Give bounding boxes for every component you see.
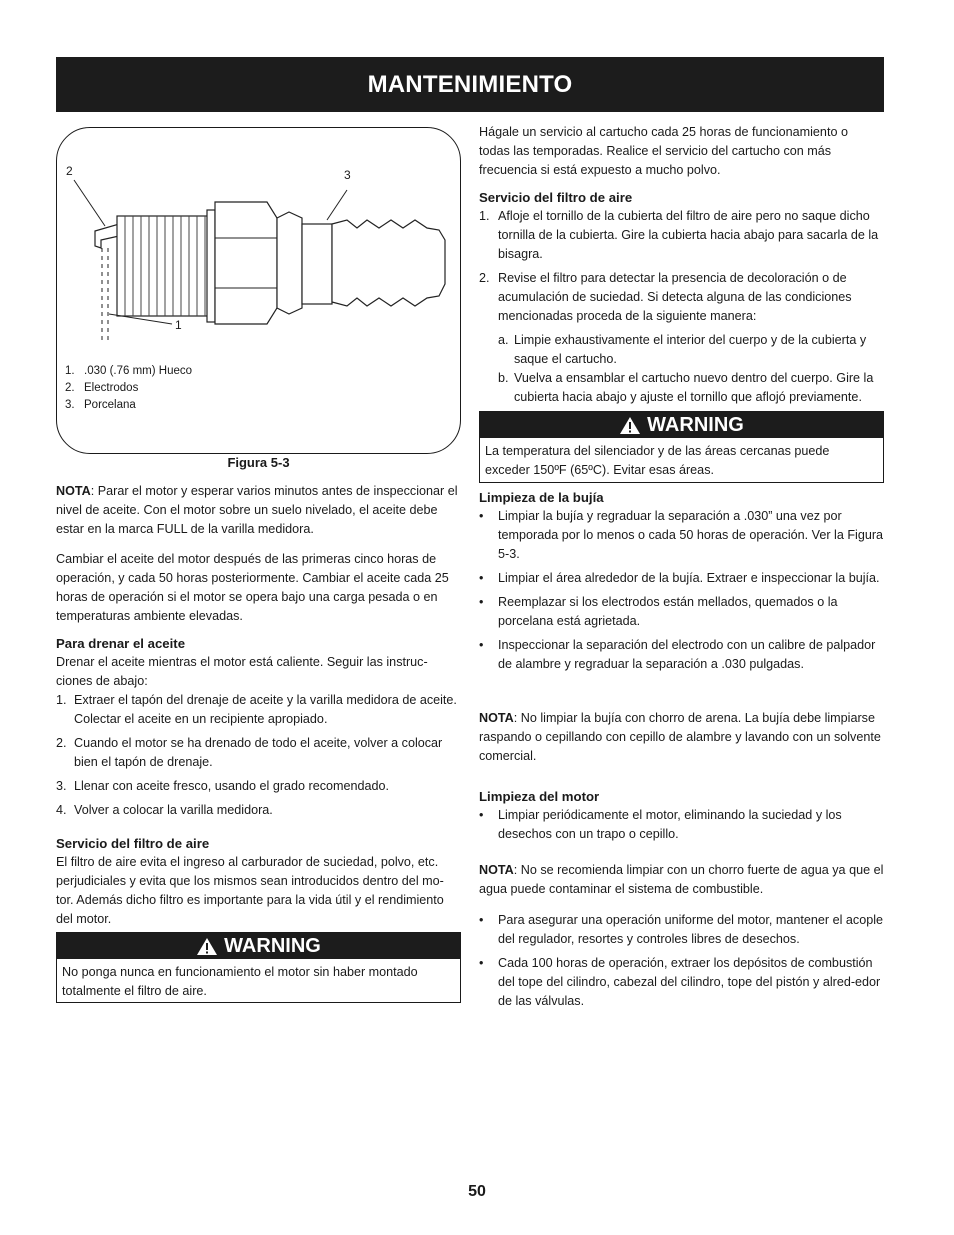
list-item: 1. Afloje el tornillo de la cubierta del filtro de aire pero no saque dicho tornilla de la cubierta. Gire la cubierta hacia abajo para sacarla de la bisagra. xyxy=(479,209,879,261)
engine-cleaning-heading: Limpieza del motor xyxy=(479,789,600,804)
warning-label: WARNING xyxy=(224,934,321,957)
drain-oil-section xyxy=(56,634,461,820)
spark-plug-figure xyxy=(56,127,461,454)
list-item: 2. Cuando el motor se ha drenado de todo el aceite, volver a colocar bien el tapón de drenaje. xyxy=(56,736,443,769)
list-item: b. Vuelva a ensamblar el cartucho nuevo dentro del cuerpo. Gire la cubierta hacia abajo y ajuste el tornillo que aflojó previamente. xyxy=(498,371,874,404)
callout-2: 2 xyxy=(66,164,73,178)
warning-triangle-icon xyxy=(196,937,218,956)
list-item: • Para asegurar una operación uniforme del motor, mantener el acople del regulador, resortes y controles libres de desechos. xyxy=(479,913,884,946)
figure-legend xyxy=(65,363,192,414)
callout-1: 1 xyxy=(175,318,182,332)
callout-3: 3 xyxy=(344,168,351,182)
page-number: 50 xyxy=(468,1183,486,1200)
nota-water: NOTA: No se recomienda limpiar con un chorro fuerte de agua ya que el agua puede contaminar el sistema de combustible. xyxy=(479,863,884,896)
figure-caption: Figura 5-3 xyxy=(227,455,290,470)
legend-item: 1. .030 (.76 mm) Hueco xyxy=(65,365,193,377)
warning-header xyxy=(480,412,883,438)
drain-oil-intro: Drenar el aceite mientras el motor está caliente. Seguir las instruc-ciones de abajo: xyxy=(56,655,428,688)
warning-box-muffler xyxy=(479,411,884,483)
nota-sandblast: NOTA: No limpiar la bujía con chorro de arena. La bujía debe limpiarse raspando o cepillando con cepillo de alambre y lavando con un solvente comercial. xyxy=(479,711,881,763)
air-filter-service-heading: Servicio del filtro de aire xyxy=(479,190,633,205)
warning-text: La temperatura del silenciador y de las áreas cercanas puede exceder 150ºF (65ºC). Evitar esas áreas. xyxy=(485,444,830,477)
list-item: • Cada 100 horas de operación, extraer los depósitos de combustión del tope del cilindro, cabezal del cilindro, tope del pistón y alred-edor de las válvulas. xyxy=(479,956,881,1008)
warning-box-air-filter xyxy=(56,932,461,1003)
list-item: • Limpiar el área alrededor de la bujía. Extraer e inspeccionar la bujía. xyxy=(479,571,880,585)
list-item: 4. Volver a colocar la varilla medidora. xyxy=(56,803,273,817)
air-filter-text: El filtro de aire evita el ingreso al carburador de suciedad, polvo, etc. perjudiciales y evita que los mismos sean introducidos dentro del mo-tor. Además dicho filtro es importante para la vida útil y el rendimiento del motor. xyxy=(56,855,444,926)
page-title: MANTENIMIENTO xyxy=(367,71,573,98)
list-item: • Reemplazar si los electrodos están mellados, quemados o la porcelana está agrietada. xyxy=(479,595,838,628)
list-item: • Limpiar la bujía y regraduar la separación a .030” una vez por temporada por lo menos o cada 50 horas de operación. Ver la Figura 5-3. xyxy=(479,509,884,561)
legend-item: 2. Electrodos xyxy=(65,382,139,394)
legend-item: 3. Porcelana xyxy=(65,399,136,411)
air-filter-heading: Servicio del filtro de aire xyxy=(56,836,210,851)
list-item: a. Limpie exhaustivamente el interior del cuerpo y de la cubierta y saque el cartucho. xyxy=(498,333,867,366)
warning-header xyxy=(57,933,460,959)
nota-oil-level: NOTA: Parar el motor y esperar varios minutos antes de inspeccionar el nivel de aceite. Con el motor sobre un suelo nivelado, el aceite debe estar en la marca FULL de la varilla medidora. xyxy=(56,484,458,536)
warning-label: WARNING xyxy=(647,413,744,436)
air-filter-intro-section xyxy=(56,834,461,929)
spark-plug-illustration xyxy=(57,128,459,358)
engine-cleaning-section xyxy=(479,787,884,844)
final-items-section xyxy=(479,911,884,1011)
list-item: • Limpiar periódicamente el motor, eliminando la suciedad y los desechos con un trapo o cepillo. xyxy=(479,808,842,841)
list-item: 2. Revise el filtro para detectar la presencia de decoloración o de acumulación de suciedad. Si detecta alguna de las condiciones mencionadas proceda de la siguiente manera: xyxy=(479,271,852,323)
list-item: 1. Extraer el tapón del drenaje de aceite y la varilla medidora de aceite. Colectar el aceite en un recipiente apropiado. xyxy=(56,693,457,726)
page-title-bar xyxy=(56,57,884,112)
spark-plug-heading: Limpieza de la bujía xyxy=(479,490,604,505)
drain-oil-heading: Para drenar el aceite xyxy=(56,636,186,651)
cartridge-paragraph: Hágale un servicio al cartucho cada 25 horas de funcionamiento o todas las temporadas. Realice el servicio del cartucho con más frecuencia si está expuesto a mucho polvo. xyxy=(479,125,848,177)
oil-change-paragraph: Cambiar el aceite del motor después de las primeras cinco horas de operación, y cada 50 horas posteriormente. Cambiar el aceite cada 25 horas de operación si el motor se opera bajo una carga pesada o en temperaturas ambiente elevadas. xyxy=(56,552,449,623)
air-filter-service-section xyxy=(479,188,884,407)
spark-plug-section xyxy=(479,488,884,674)
warning-text: No ponga nunca en funcionamiento el motor sin haber montado totalmente el filtro de aire. xyxy=(62,965,418,998)
warning-triangle-icon xyxy=(619,416,641,435)
list-item: • Inspeccionar la separación del electrodo con un calibre de palpador de alambre y regraduar la separación a .030 pulgadas. xyxy=(479,638,876,671)
list-item: 3. Llenar con aceite fresco, usando el grado recomendado. xyxy=(56,779,390,793)
